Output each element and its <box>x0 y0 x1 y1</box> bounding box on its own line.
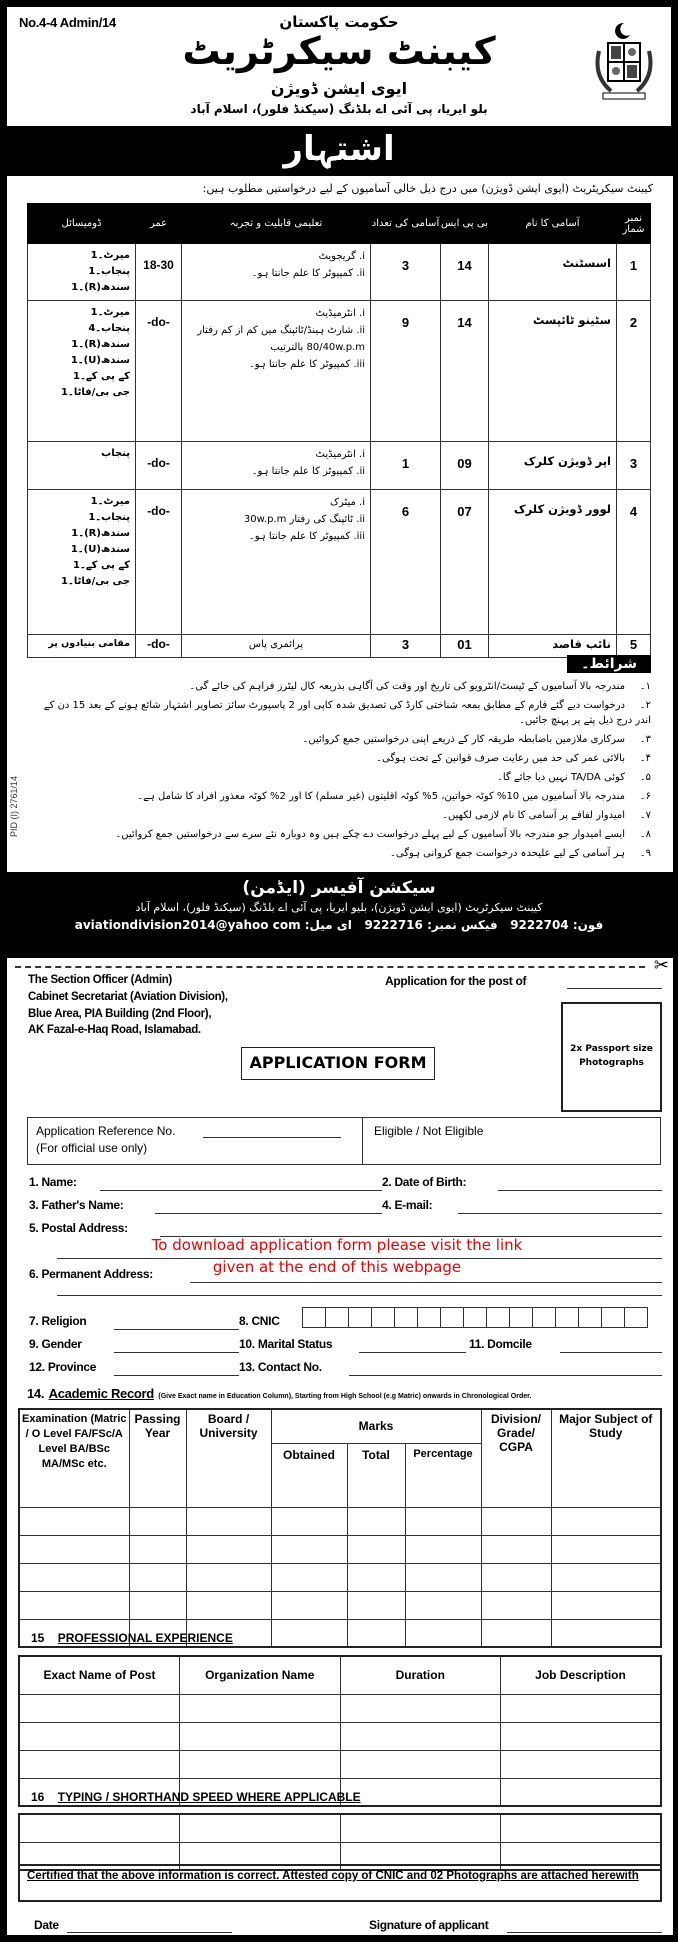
qualification-line: i. انٹرمیڈیٹ <box>315 308 365 319</box>
domicile-line: میرٹ۔1 <box>90 307 130 318</box>
address-line: The Section Officer (Admin) <box>28 974 172 986</box>
blank-cell[interactable] <box>19 1563 129 1591</box>
contact-input[interactable] <box>349 1375 662 1376</box>
age-cell: 18-30 <box>136 244 182 301</box>
domicile-cell <box>28 244 136 301</box>
blank-cell[interactable] <box>340 1778 501 1806</box>
age-cell: -do- <box>136 490 182 635</box>
condition-item <box>37 751 651 766</box>
cnic-label: 8. CNIC <box>239 1314 280 1328</box>
blank-cell[interactable] <box>551 1563 661 1591</box>
condition-number: ۲۔ <box>639 700 651 711</box>
intro-text: کیبنٹ سیکریٹریٹ (ایوی ایشن ڈویژن) میں درج ذیل خالی آسامیوں کے لیے درخواستیں مطلوب ہیں: <box>202 182 653 195</box>
photo-box <box>561 1002 662 1112</box>
domicile-line: پنجاب۔1 <box>88 266 130 277</box>
serial-cell: 4 <box>617 490 651 635</box>
condition-number: ۴۔ <box>639 753 651 764</box>
cnic-digit-box[interactable] <box>394 1307 418 1328</box>
blank-cell[interactable] <box>180 1722 341 1750</box>
condition-item <box>37 827 651 842</box>
blank-cell[interactable] <box>340 1814 501 1842</box>
academic-label: Academic Record <box>48 1386 154 1401</box>
blank-cell[interactable] <box>340 1750 501 1778</box>
table-row <box>28 635 651 658</box>
post-cell: لوور ڈویژن کلرک <box>489 490 617 635</box>
column-header: Exact Name of Post <box>19 1656 180 1694</box>
blank-cell[interactable] <box>271 1507 347 1535</box>
cnic-digit-box[interactable] <box>463 1307 487 1328</box>
cnic-digit-box[interactable] <box>624 1307 648 1328</box>
serial-cell: 1 <box>617 244 651 301</box>
blank-cell[interactable] <box>405 1591 481 1619</box>
reference-number: No.4-4 Admin/14 <box>19 15 116 30</box>
serial-cell: 5 <box>617 635 651 658</box>
blank-cell[interactable] <box>405 1563 481 1591</box>
blank-cell[interactable] <box>19 1591 129 1619</box>
condition-item <box>37 789 651 804</box>
ref-label: Application Reference No. <box>36 1124 176 1138</box>
column-header: عمر <box>136 204 182 244</box>
table-header-row <box>28 204 651 244</box>
domicile-line: کے پی کے۔1 <box>72 371 130 382</box>
qualification-line: ii. کمپیوٹر کا علم جانتا ہو۔ <box>251 268 365 279</box>
cnic-digit-box[interactable] <box>440 1307 464 1328</box>
marital-input[interactable] <box>359 1352 466 1353</box>
count-cell: 9 <box>371 301 441 442</box>
blank-cell[interactable] <box>129 1563 186 1591</box>
bps-cell: 07 <box>441 490 489 635</box>
ref-note: (For official use only) <box>36 1141 148 1155</box>
column-header: Examination (Matric / O Level FA/FSc/A Level BA/BSc MA/MSc etc. <box>19 1409 129 1507</box>
header-address: بلو ایریا، پی آئی اے بلڈنگ (سیکنڈ فلور)، اسلام آباد <box>190 102 488 116</box>
bps-cell: 01 <box>441 635 489 658</box>
permanent-input[interactable] <box>190 1282 662 1283</box>
cnic-digit-box[interactable] <box>601 1307 625 1328</box>
condition-number: ۱۔ <box>639 681 651 692</box>
domicile-cell <box>28 490 136 635</box>
state-emblem-icon <box>591 21 657 105</box>
blank-cell[interactable] <box>501 1694 662 1722</box>
academic-row <box>19 1535 661 1563</box>
permanent-address-line-2[interactable] <box>57 1295 662 1296</box>
qualification-cell <box>182 244 371 301</box>
blank-cell[interactable] <box>481 1591 551 1619</box>
religion-label: 7. Religion <box>29 1314 87 1328</box>
domicile-line: میرٹ۔1 <box>90 496 130 507</box>
blank-cell[interactable] <box>180 1750 341 1778</box>
domicile-label: 11. Domcile <box>469 1337 532 1351</box>
contact-footer <box>0 872 678 956</box>
dob-label: 2. Date of Birth: <box>382 1175 467 1189</box>
domicile-line: پنجاب۔1 <box>88 512 130 523</box>
count-cell: 1 <box>371 442 441 490</box>
blank-cell[interactable] <box>347 1507 405 1535</box>
cnic-digit-box[interactable] <box>302 1307 326 1328</box>
date-label: Date <box>34 1918 59 1932</box>
domicile-line: سندھ(U)۔1 <box>70 544 130 555</box>
qualification-line: ii. شارٹ ہینڈ/ٹائپنگ میں کم از کم رفتار <box>197 325 365 336</box>
blank-cell[interactable] <box>481 1535 551 1563</box>
postal-label: 5. Postal Address: <box>29 1221 128 1235</box>
father-label: 3. Father's Name: <box>29 1198 124 1212</box>
domicile-line: سندھ(U)۔1 <box>70 355 130 366</box>
blank-cell[interactable] <box>551 1535 661 1563</box>
post-input[interactable] <box>567 988 662 989</box>
condition-text: سرکاری ملازمین باضابطہ طریقہ کار کے ذریعے اپنی درخواستیں جمع کروائیں۔ <box>302 734 625 745</box>
qualification-line: iii. کمپیوٹر کا علم جانتا ہو۔ <box>248 359 365 370</box>
table-row <box>28 442 651 490</box>
academic-row <box>19 1591 661 1619</box>
bps-cell: 14 <box>441 301 489 442</box>
cnic-digit-box[interactable] <box>348 1307 372 1328</box>
condition-number: ۶۔ <box>639 791 651 802</box>
typing-label: TYPING / SHORTHAND SPEED WHERE APPLICABLE <box>57 1790 361 1804</box>
qualification-line: i. انٹرمیڈیٹ <box>315 449 365 460</box>
qualification-cell <box>182 301 371 442</box>
column-header: نمبر شمار <box>617 204 651 244</box>
blank-cell[interactable] <box>340 1722 501 1750</box>
qualification-line: 80/40w.p.m بالترتیب <box>270 342 365 353</box>
post-cell: نائب قاصد <box>489 635 617 658</box>
academic-row <box>19 1507 661 1535</box>
blank-cell[interactable] <box>551 1619 661 1647</box>
province-label: 12. Province <box>29 1360 97 1374</box>
domicile-input[interactable] <box>560 1352 662 1353</box>
blank-cell[interactable] <box>271 1563 347 1591</box>
column-header: آسامی کی تعداد <box>371 204 441 244</box>
blank-cell[interactable] <box>340 1694 501 1722</box>
page-title: کیبنٹ سیکرٹریٹ <box>182 29 496 73</box>
column-header: Organization Name <box>180 1656 341 1694</box>
count-cell: 6 <box>371 490 441 635</box>
date-input[interactable] <box>67 1932 232 1933</box>
contact-label: 13. Contact No. <box>239 1360 322 1374</box>
government-label: حکومت پاکستان <box>279 13 399 31</box>
blank-cell[interactable] <box>186 1591 271 1619</box>
academic-heading: 14. Academic Record (Give Exact name in Education Column), Starting from High School (e.g Matric) onwards in Chronological Order. <box>27 1386 532 1401</box>
blank-cell[interactable] <box>405 1619 481 1647</box>
experience-row <box>19 1722 661 1750</box>
academic-note: (Give Exact name in Education Column), Starting from High School (e.g Matric) onwards in Chronological Order. <box>158 1393 532 1400</box>
blank-cell[interactable] <box>180 1814 341 1842</box>
blank-cell[interactable] <box>481 1563 551 1591</box>
blank-cell[interactable] <box>19 1694 180 1722</box>
condition-item <box>37 698 651 728</box>
blank-cell[interactable] <box>186 1507 271 1535</box>
condition-number: ۸۔ <box>639 829 651 840</box>
division-name: ایوی ایشن ڈویژن <box>270 79 408 98</box>
typing-row <box>19 1814 661 1842</box>
conditions-list <box>37 679 651 865</box>
condition-number: ۷۔ <box>639 810 651 821</box>
academic-row <box>19 1563 661 1591</box>
blank-cell[interactable] <box>186 1563 271 1591</box>
email-label: 4. E-mail: <box>382 1198 433 1212</box>
bps-cell: 14 <box>441 244 489 301</box>
condition-item <box>37 846 651 861</box>
marital-label: 10. Marital Status <box>239 1337 333 1351</box>
condition-text: ایسے امیدوار جو مندرجہ بالا آسامیوں کے لیے پہلے درخواست دے چکے ہیں وہ دوبارہ نئے سرے سے درخواستیں جمع کروائیں۔ <box>115 829 625 840</box>
contact-line <box>10 918 668 932</box>
signature-label: Signature of applicant <box>369 1918 489 1932</box>
photo-label: 2x Passport size <box>570 1044 653 1054</box>
cnic-digit-box[interactable] <box>555 1307 579 1328</box>
download-notice: given at the end of this webpage <box>212 1258 462 1276</box>
cnic-digit-box[interactable] <box>509 1307 533 1328</box>
advertisement-banner: اشتہار <box>283 129 395 169</box>
column-header: Total <box>347 1443 405 1507</box>
cnic-digit-box[interactable] <box>371 1307 395 1328</box>
column-header: تعلیمی قابلیت و تجربہ <box>182 204 371 244</box>
qualification-line: ii. ٹائپنگ کی رفتار 30w.p.m <box>243 514 365 525</box>
blank-cell[interactable] <box>271 1535 347 1563</box>
table-row <box>28 301 651 442</box>
qualification-cell <box>182 442 371 490</box>
column-header: آسامی کا نام <box>489 204 617 244</box>
domicile-line: مقامی بنیادوں پر <box>48 638 130 649</box>
academic-table <box>18 1408 662 1648</box>
qualification-cell <box>182 635 371 658</box>
bps-cell: 09 <box>441 442 489 490</box>
blank-cell[interactable] <box>347 1591 405 1619</box>
cnic-digit-box[interactable] <box>532 1307 556 1328</box>
column-header: Passing Year <box>129 1409 186 1507</box>
name-input[interactable] <box>100 1190 382 1191</box>
blank-cell[interactable] <box>180 1694 341 1722</box>
typing-heading: 16 TYPING / SHORTHAND SPEED WHERE APPLICABLE <box>31 1790 361 1804</box>
religion-input[interactable] <box>114 1329 239 1330</box>
qualification-line: i. میٹرک <box>330 497 365 508</box>
blank-cell[interactable] <box>129 1591 186 1619</box>
domicile-cell <box>28 442 136 490</box>
cut-line <box>15 966 645 968</box>
certification-text: Certified that the above information is correct. Attested copy of CNIC and 02 Photographs are attached herewith <box>18 1864 662 1902</box>
blank-cell[interactable] <box>405 1507 481 1535</box>
vacancies-table <box>27 203 651 658</box>
cnic-digit-box[interactable] <box>417 1307 441 1328</box>
column-header: Percentage <box>405 1443 481 1507</box>
post-cell: اسسٹنٹ <box>489 244 617 301</box>
cnic-boxes <box>303 1307 648 1328</box>
column-header: Obtained <box>271 1443 347 1507</box>
name-label: 1. Name: <box>29 1175 77 1189</box>
blank-cell[interactable] <box>347 1619 405 1647</box>
email-address[interactable]: ای میل: aviationdivision2014@yahoo com <box>74 918 352 932</box>
domicile-line: پنجاب <box>101 448 130 459</box>
column-header: Major Subject of Study <box>551 1409 661 1507</box>
blank-cell[interactable] <box>19 1507 129 1535</box>
domicile-line: جی بی/فاٹا۔1 <box>61 576 130 587</box>
experience-row <box>19 1750 661 1778</box>
blank-cell[interactable] <box>19 1535 129 1563</box>
column-header: Division/ Grade/ CGPA <box>481 1409 551 1507</box>
domicile-line: میرٹ۔1 <box>90 250 130 261</box>
domicile-line: سندھ(R)۔1 <box>71 528 130 539</box>
domicile-line: کے پی کے۔1 <box>72 560 130 571</box>
blank-cell[interactable] <box>129 1507 186 1535</box>
condition-number: ۳۔ <box>639 734 651 745</box>
blank-cell[interactable] <box>347 1535 405 1563</box>
column-header: Duration <box>340 1656 501 1694</box>
blank-cell[interactable] <box>501 1778 662 1806</box>
serial-cell: 2 <box>617 301 651 442</box>
condition-text: مندرجہ بالا آسامیوں میں 10% کوٹہ خواتین، 5% کوٹہ اقلیتوں (غیر مسلم) کا اور 2% کوٹہ معذور افراد کا شامل ہے۔ <box>137 791 625 802</box>
age-cell: -do- <box>136 442 182 490</box>
cnic-digit-box[interactable] <box>325 1307 349 1328</box>
province-input[interactable] <box>114 1375 239 1376</box>
blank-cell[interactable] <box>501 1722 662 1750</box>
download-notice: To download application form please visit the link <box>151 1236 523 1254</box>
application-form <box>7 955 673 1935</box>
condition-text: کوئی TA/DA نہیں دیا جائے گا۔ <box>497 772 625 783</box>
qualification-line: پرائمری پاس <box>248 639 304 650</box>
conditions-title: شرائط۔ <box>567 655 651 673</box>
qualification-cell <box>182 490 371 635</box>
post-cell: سٹینو ٹائپسٹ <box>489 301 617 442</box>
column-header: بی پی ایس <box>441 204 489 244</box>
official-use-box <box>27 1117 661 1165</box>
blank-cell[interactable] <box>501 1750 662 1778</box>
header <box>7 7 671 126</box>
experience-row <box>19 1694 661 1722</box>
gender-input[interactable] <box>114 1352 239 1353</box>
blank-cell[interactable] <box>481 1619 551 1647</box>
permanent-label: 6. Permanent Address: <box>29 1267 153 1281</box>
column-header: Board / University <box>186 1409 271 1507</box>
table-row <box>28 490 651 635</box>
signature-input[interactable] <box>507 1932 662 1933</box>
blank-cell[interactable] <box>129 1535 186 1563</box>
blank-cell[interactable] <box>501 1814 662 1842</box>
column-header: Marks <box>271 1409 481 1443</box>
blank-cell[interactable] <box>19 1750 180 1778</box>
eligibility-label: Eligible / Not Eligible <box>374 1124 484 1138</box>
advertisement-body <box>7 176 673 872</box>
father-input[interactable] <box>155 1213 382 1214</box>
condition-item <box>37 732 651 747</box>
typing-table <box>18 1813 662 1871</box>
condition-number: ۵۔ <box>639 772 651 783</box>
age-cell: -do- <box>136 301 182 442</box>
domicile-line: سندھ(R)۔1 <box>71 339 130 350</box>
dob-input[interactable] <box>498 1190 662 1191</box>
condition-item <box>37 808 651 823</box>
officer-title: سیکشن آفیسر (ایڈمن) <box>242 878 436 898</box>
address-line: Cabinet Secretariat (Aviation Division), <box>28 991 228 1003</box>
condition-item <box>37 770 651 785</box>
domicile-cell <box>28 635 136 658</box>
address-line: AK Fazal-e-Haq Road, Islamabad. <box>28 1024 201 1036</box>
column-header: Job Description <box>501 1656 662 1694</box>
blank-cell[interactable] <box>481 1507 551 1535</box>
serial-cell: 3 <box>617 442 651 490</box>
experience-heading: 15 PROFESSIONAL EXPERIENCE <box>31 1631 233 1645</box>
email-input[interactable] <box>458 1213 662 1214</box>
qualification-line: ii. کمپیوٹر کا علم جانتا ہو۔ <box>251 466 365 477</box>
domicile-cell <box>28 301 136 442</box>
condition-item <box>37 679 651 694</box>
form-title: APPLICATION FORM <box>241 1047 435 1080</box>
blank-cell[interactable] <box>551 1507 661 1535</box>
blank-cell[interactable] <box>271 1619 347 1647</box>
experience-label: PROFESSIONAL EXPERIENCE <box>57 1631 233 1645</box>
blank-cell[interactable] <box>405 1535 481 1563</box>
blank-cell[interactable] <box>347 1563 405 1591</box>
count-cell: 3 <box>371 244 441 301</box>
age-cell: -do- <box>136 635 182 658</box>
blank-cell[interactable] <box>19 1722 180 1750</box>
blank-cell[interactable] <box>271 1591 347 1619</box>
condition-text: ہر آسامی کے لیے علیحدہ درخواست جمع کروانی ہوگی۔ <box>390 848 625 859</box>
pid-number: PID (I) 2761/14 <box>9 776 19 838</box>
cnic-digit-box[interactable] <box>486 1307 510 1328</box>
divider <box>362 1118 363 1164</box>
photo-label: Photographs <box>579 1058 644 1068</box>
phone-number: فون: 9222704 <box>510 918 604 932</box>
domicile-line: جی بی/فاٹا۔1 <box>61 387 130 398</box>
condition-text: امیدوار لفافے پر آسامی کا نام لازمی لکھیں۔ <box>442 810 625 821</box>
cnic-digit-box[interactable] <box>578 1307 602 1328</box>
blank-cell[interactable] <box>186 1535 271 1563</box>
condition-text: درخواست دیے گئے فارم کے مطابق بمعہ شناختی کارڈ کی تصدیق شدہ کاپی اور 2 پاسپورٹ سائز تصاویر اشتہار شائع ہونے کے بعد 15 دن کے اندر درج ذیل پتے پر پہنچ جائیں۔ <box>43 700 651 726</box>
qualification-line: iii. کمپیوٹر کا علم جانتا ہو۔ <box>248 531 365 542</box>
count-cell: 3 <box>371 635 441 658</box>
condition-text: مندرجہ بالا آسامیوں کے ٹیسٹ/انٹرویو کی تاریخ اور وقت کی آگاہی بذریعہ کال لیٹرز فراہم کی جائے گی۔ <box>189 681 625 692</box>
domicile-line: سندھ(R)۔1 <box>71 282 130 293</box>
gender-label: 9. Gender <box>29 1337 82 1351</box>
address-line: Blue Area, PIA Building (2nd Floor), <box>28 1008 212 1020</box>
condition-number: ۹۔ <box>639 848 651 859</box>
blank-cell[interactable] <box>551 1591 661 1619</box>
scissors-icon: ✂ <box>653 955 669 975</box>
blank-cell[interactable] <box>19 1814 180 1842</box>
domicile-line: پنجاب۔4 <box>88 323 130 334</box>
table-row <box>28 244 651 301</box>
footer-address: کیبنٹ سیکرٹریٹ (ایوی ایشن ڈویژن)، بلیو ایریا، پی آئی اے بلڈنگ (سیکنڈ فلور)، اسلام آباد <box>135 901 543 914</box>
ref-input[interactable] <box>203 1137 341 1138</box>
column-header: ڈومیسائل <box>28 204 136 244</box>
qualification-line: i. گریجویٹ <box>318 251 365 262</box>
fax-number: فیکس نمبر: 9222716 <box>364 918 498 932</box>
post-cell: اپر ڈویژن کلرک <box>489 442 617 490</box>
experience-table <box>18 1655 662 1807</box>
post-label: Application for the post of <box>385 974 527 988</box>
condition-text: بالائی عمر کی حد میں رعایت صرف قوانین کے تحت ہوگی۔ <box>376 753 625 764</box>
